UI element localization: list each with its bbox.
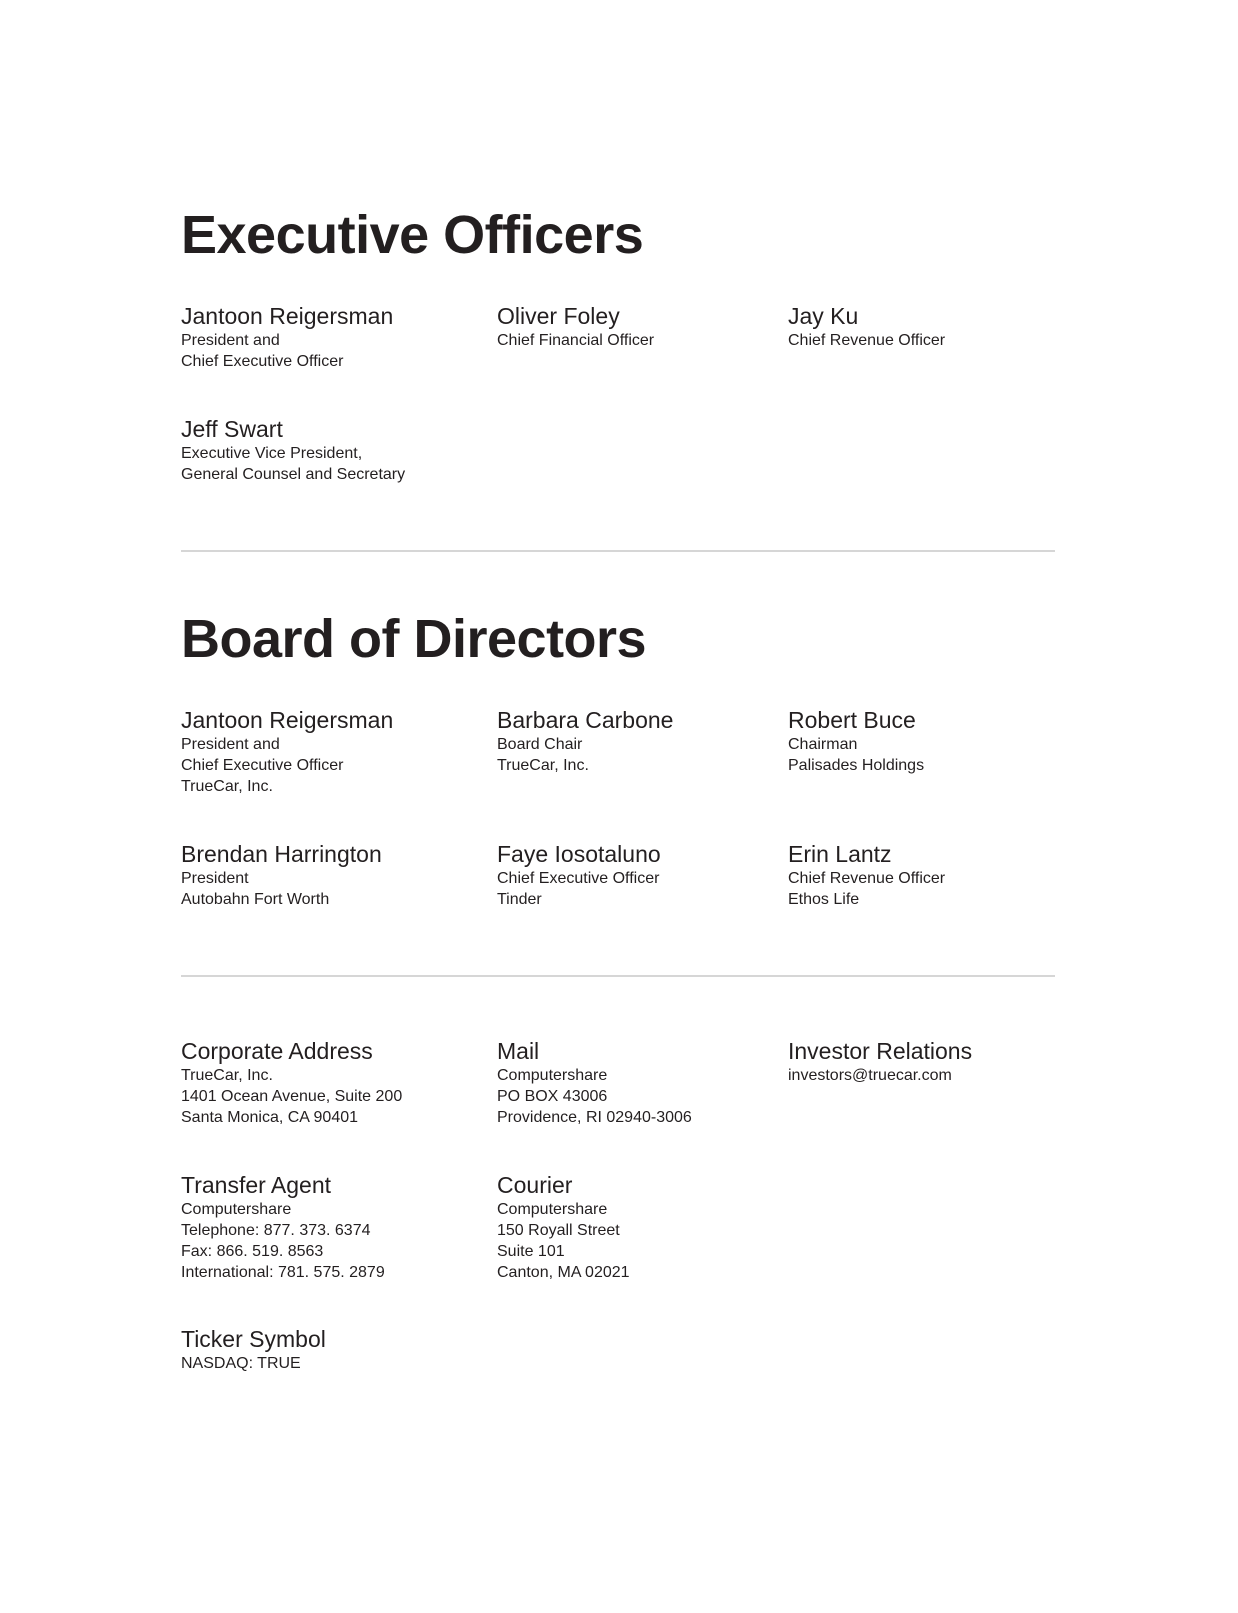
corporate-address-heading: Corporate Address	[181, 1038, 373, 1064]
director-title-line: Ethos Life	[788, 891, 860, 908]
director-name: Robert Buce	[788, 707, 916, 733]
director-entry	[788, 840, 945, 910]
director-name: Jantoon Reigersman	[181, 707, 394, 733]
board-of-directors-title: Board of Directors	[181, 609, 647, 669]
director-name: Faye Iosotaluno	[497, 841, 661, 867]
address-line: 1401 Ocean Avenue, Suite 200	[181, 1088, 403, 1105]
transfer-agent-block	[181, 1171, 385, 1283]
director-title-line: Chief Revenue Officer	[788, 870, 946, 887]
mail-line: Computershare	[497, 1067, 608, 1084]
officer-title-line: Chief Executive Officer	[181, 353, 344, 370]
director-name: Erin Lantz	[788, 841, 892, 867]
officer-name: Jantoon Reigersman	[181, 303, 394, 329]
section-divider	[181, 975, 1055, 977]
director-entry	[497, 840, 661, 910]
investor-relations-email[interactable]: investors@truecar.com	[788, 1067, 952, 1084]
courier-line: 150 Royall Street	[497, 1222, 620, 1239]
director-title-line: President and	[181, 736, 280, 753]
officer-name: Jay Ku	[788, 303, 859, 329]
executive-officer-entry	[181, 415, 405, 485]
mail-heading: Mail	[497, 1038, 540, 1064]
director-title-line: TrueCar, Inc.	[181, 778, 273, 795]
mail-line: Providence, RI 02940-3006	[497, 1109, 692, 1126]
ticker-symbol-heading: Ticker Symbol	[181, 1326, 326, 1352]
officer-name: Jeff Swart	[181, 416, 283, 442]
corporate-address-block	[181, 1037, 402, 1128]
director-title-line: President	[181, 870, 249, 887]
director-title-line: Palisades Holdings	[788, 757, 925, 774]
transfer-agent-line: Fax: 866. 519. 8563	[181, 1243, 324, 1260]
director-title-line: Chief Executive Officer	[181, 757, 344, 774]
director-title-line: Tinder	[497, 891, 542, 908]
officer-name: Oliver Foley	[497, 303, 620, 329]
courier-line: Suite 101	[497, 1243, 565, 1260]
director-title-line: TrueCar, Inc.	[497, 757, 589, 774]
executive-officer-entry	[181, 302, 393, 372]
director-title-line: Autobahn Fort Worth	[181, 891, 330, 908]
investor-relations-heading: Investor Relations	[788, 1038, 973, 1064]
officer-title-line: President and	[181, 332, 280, 349]
executive-officer-entry	[788, 302, 945, 351]
transfer-agent-line: Computershare	[181, 1201, 292, 1218]
director-entry	[181, 840, 382, 910]
director-name: Barbara Carbone	[497, 707, 674, 733]
director-title-line: Chairman	[788, 736, 858, 753]
director-entry	[181, 706, 393, 797]
mail-block	[497, 1037, 692, 1128]
courier-heading: Courier	[497, 1172, 573, 1198]
executive-officers-title: Executive Officers	[181, 205, 644, 265]
transfer-agent-heading: Transfer Agent	[181, 1172, 332, 1198]
officer-title-line: General Counsel and Secretary	[181, 466, 406, 483]
director-entry	[497, 706, 673, 776]
officer-title-line: Chief Financial Officer	[497, 332, 655, 349]
section-divider	[181, 550, 1055, 552]
officer-title-line: Chief Revenue Officer	[788, 332, 946, 349]
mail-line: PO BOX 43006	[497, 1088, 608, 1105]
courier-block	[497, 1171, 630, 1283]
director-entry	[788, 706, 924, 776]
officer-title-line: Executive Vice President,	[181, 445, 363, 462]
courier-line: Canton, MA 02021	[497, 1264, 630, 1281]
ticker-symbol-value: NASDAQ: TRUE	[181, 1355, 301, 1372]
investor-relations-block	[788, 1037, 972, 1086]
transfer-agent-line: International: 781. 575. 2879	[181, 1264, 385, 1281]
address-line: Santa Monica, CA 90401	[181, 1109, 359, 1126]
transfer-agent-line: Telephone: 877. 373. 6374	[181, 1222, 371, 1239]
address-line: TrueCar, Inc.	[181, 1067, 273, 1084]
ticker-symbol-block	[181, 1325, 326, 1374]
director-title-line: Chief Executive Officer	[497, 870, 660, 887]
director-title-line: Board Chair	[497, 736, 583, 753]
courier-line: Computershare	[497, 1201, 608, 1218]
executive-officer-entry	[497, 302, 654, 351]
director-name: Brendan Harrington	[181, 841, 382, 867]
